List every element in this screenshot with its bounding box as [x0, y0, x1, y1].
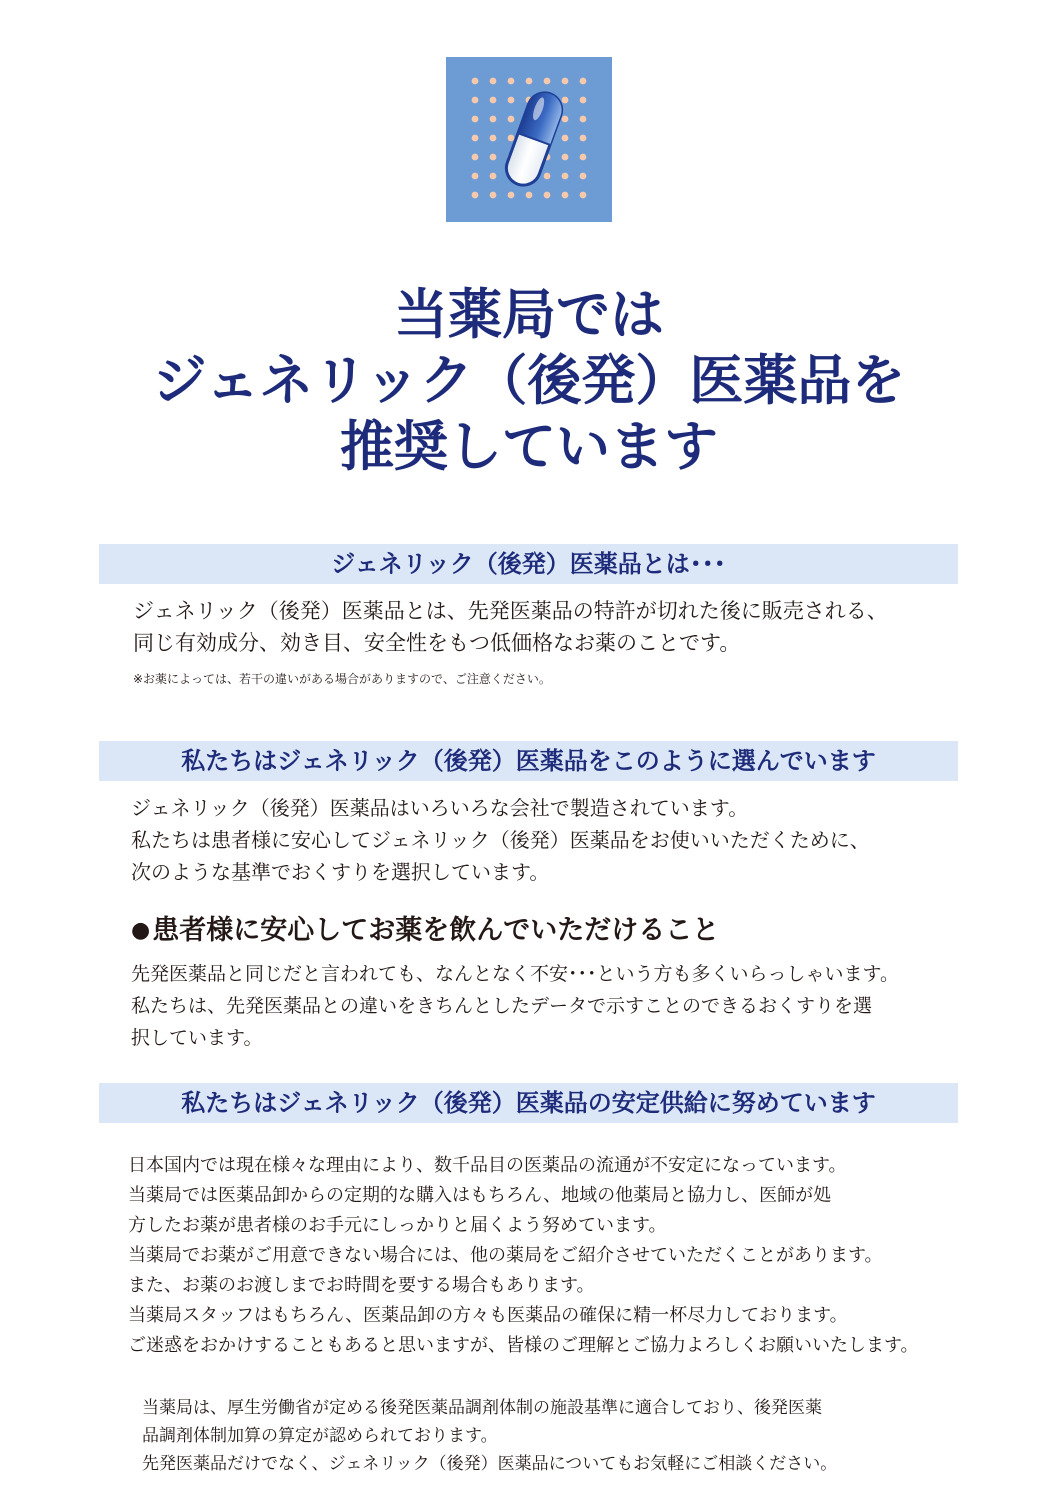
- section3-line-2: 当薬局では医薬品卸からの定期的な購入はもちろん、地域の他薬局と協力し、医師が処: [128, 1185, 832, 1206]
- logo-dot: [472, 192, 479, 199]
- title-line-2: ジェネリック（後発）医薬品を: [152, 349, 906, 412]
- bullet-icon: ●: [131, 918, 151, 943]
- footer-line-3: 先発医薬品だけでなく、ジェネリック（後発）医薬品についてもお気軽にご相談ください。: [142, 1454, 838, 1474]
- logo-dot: [508, 135, 515, 142]
- logo-dot: [490, 116, 497, 123]
- logo-dot: [508, 116, 515, 123]
- logo-dot: [490, 154, 497, 161]
- logo-dot: [472, 78, 479, 85]
- title-line-1: 当薬局では: [394, 283, 664, 346]
- section2-sub-line-1: 先発医薬品と同じだと言われても、なんとなく不安･･･という方も多くいらっしゃいます。: [131, 963, 899, 985]
- logo-dot: [508, 97, 515, 104]
- section3-heading: 私たちはジェネリック（後発）医薬品の安定供給に努めています: [99, 1083, 958, 1123]
- logo-dot: [580, 135, 587, 142]
- logo-dot: [580, 97, 587, 104]
- section2-line-2: 私たちは患者様に安心してジェネリック（後発）医薬品をお使いいただくために、: [131, 828, 870, 852]
- logo-dot: [562, 116, 569, 123]
- logo-dot: [562, 192, 569, 199]
- footer-body: [142, 1394, 837, 1478]
- section1-heading: ジェネリック（後発）医薬品とは･･･: [99, 544, 958, 584]
- capsule-icon: [446, 57, 612, 222]
- logo-dot: [562, 173, 569, 180]
- logo-dot: [544, 78, 551, 85]
- section2-sub-line-3: 択しています。: [131, 1027, 263, 1049]
- section1-line-2: 同じ有効成分、効き目、安全性をもつ低価格なお薬のことです。: [133, 631, 741, 655]
- section2-line-3: 次のような基準でおくすりを選択しています。: [131, 860, 550, 884]
- logo-dot: [490, 135, 497, 142]
- title-line-3: 推奨しています: [340, 415, 718, 478]
- section2-sub-line-2: 私たちは、先発医薬品との違いをきちんとしたデータで示すことのできるおくすりを選: [131, 995, 873, 1017]
- section3-line-7: ご迷惑をおかけすることもあると思いますが、皆様のご理解とご協力よろしくお願いいたします。: [128, 1335, 919, 1356]
- logo-dot: [490, 97, 497, 104]
- logo-dot: [544, 173, 551, 180]
- footer-line-1: 当薬局は、厚生労働省が定める後発医薬品調剤体制の施設基準に適合しており、後発医薬: [142, 1398, 822, 1418]
- logo-dot: [472, 173, 479, 180]
- logo-dot: [580, 116, 587, 123]
- section2-sub-body: [131, 958, 899, 1054]
- logo-dot: [526, 192, 533, 199]
- section3-line-1: 日本国内では現在様々な理由により、数千品目の医薬品の流通が不安定になっています。: [128, 1155, 847, 1176]
- logo-dot: [508, 78, 515, 85]
- logo-dot: [580, 192, 587, 199]
- logo-dot: [544, 192, 551, 199]
- logo-dot: [580, 78, 587, 85]
- logo-dot: [508, 192, 515, 199]
- logo-dot: [562, 135, 569, 142]
- logo-dot: [580, 154, 587, 161]
- logo-dot: [580, 173, 587, 180]
- logo-dot: [490, 173, 497, 180]
- section3-line-4: 当薬局でお薬がご用意できない場合には、他の薬局をご紹介させていただくことがあります。: [128, 1245, 883, 1266]
- logo-dot: [490, 78, 497, 85]
- section2-heading: 私たちはジェネリック（後発）医薬品をこのように選んでいます: [99, 741, 958, 781]
- section1-body: [133, 595, 888, 659]
- section2-line-1: ジェネリック（後発）医薬品はいろいろな会社で製造されています。: [131, 796, 749, 820]
- logo-dot: [562, 154, 569, 161]
- section2-subheading-text: 患者様に安心してお薬を飲んでいただけること: [152, 915, 720, 946]
- section2-body: [131, 792, 870, 888]
- logo-dot: [562, 97, 569, 104]
- section3-line-5: また、お薬のお渡しまでお時間を要する場合もあります。: [128, 1275, 595, 1296]
- footer-line-2: 品調剤体制加算の算定が認められております。: [142, 1426, 498, 1446]
- logo-dot: [490, 192, 497, 199]
- logo-dot: [472, 97, 479, 104]
- logo-dot: [562, 78, 569, 85]
- section3-line-6: 当薬局スタッフはもちろん、医薬品卸の方々も医薬品の確保に精一杯尽力しております。: [128, 1305, 848, 1326]
- section3-body: [128, 1151, 919, 1361]
- section2-subheading: [131, 913, 719, 949]
- section1-line-1: ジェネリック（後発）医薬品とは、先発医薬品の特許が切れた後に販売される、: [133, 599, 888, 623]
- logo-dot: [472, 116, 479, 123]
- logo-dot: [526, 78, 533, 85]
- logo-dot: [472, 154, 479, 161]
- section1-note: ※お薬によっては、若干の違いがある場合がありますので、ご注意ください。: [133, 672, 551, 686]
- logo-dot: [472, 135, 479, 142]
- page-title: [0, 282, 1058, 480]
- section3-line-3: 方したお薬が患者様のお手元にしっかりと届くよう努めています。: [128, 1215, 667, 1236]
